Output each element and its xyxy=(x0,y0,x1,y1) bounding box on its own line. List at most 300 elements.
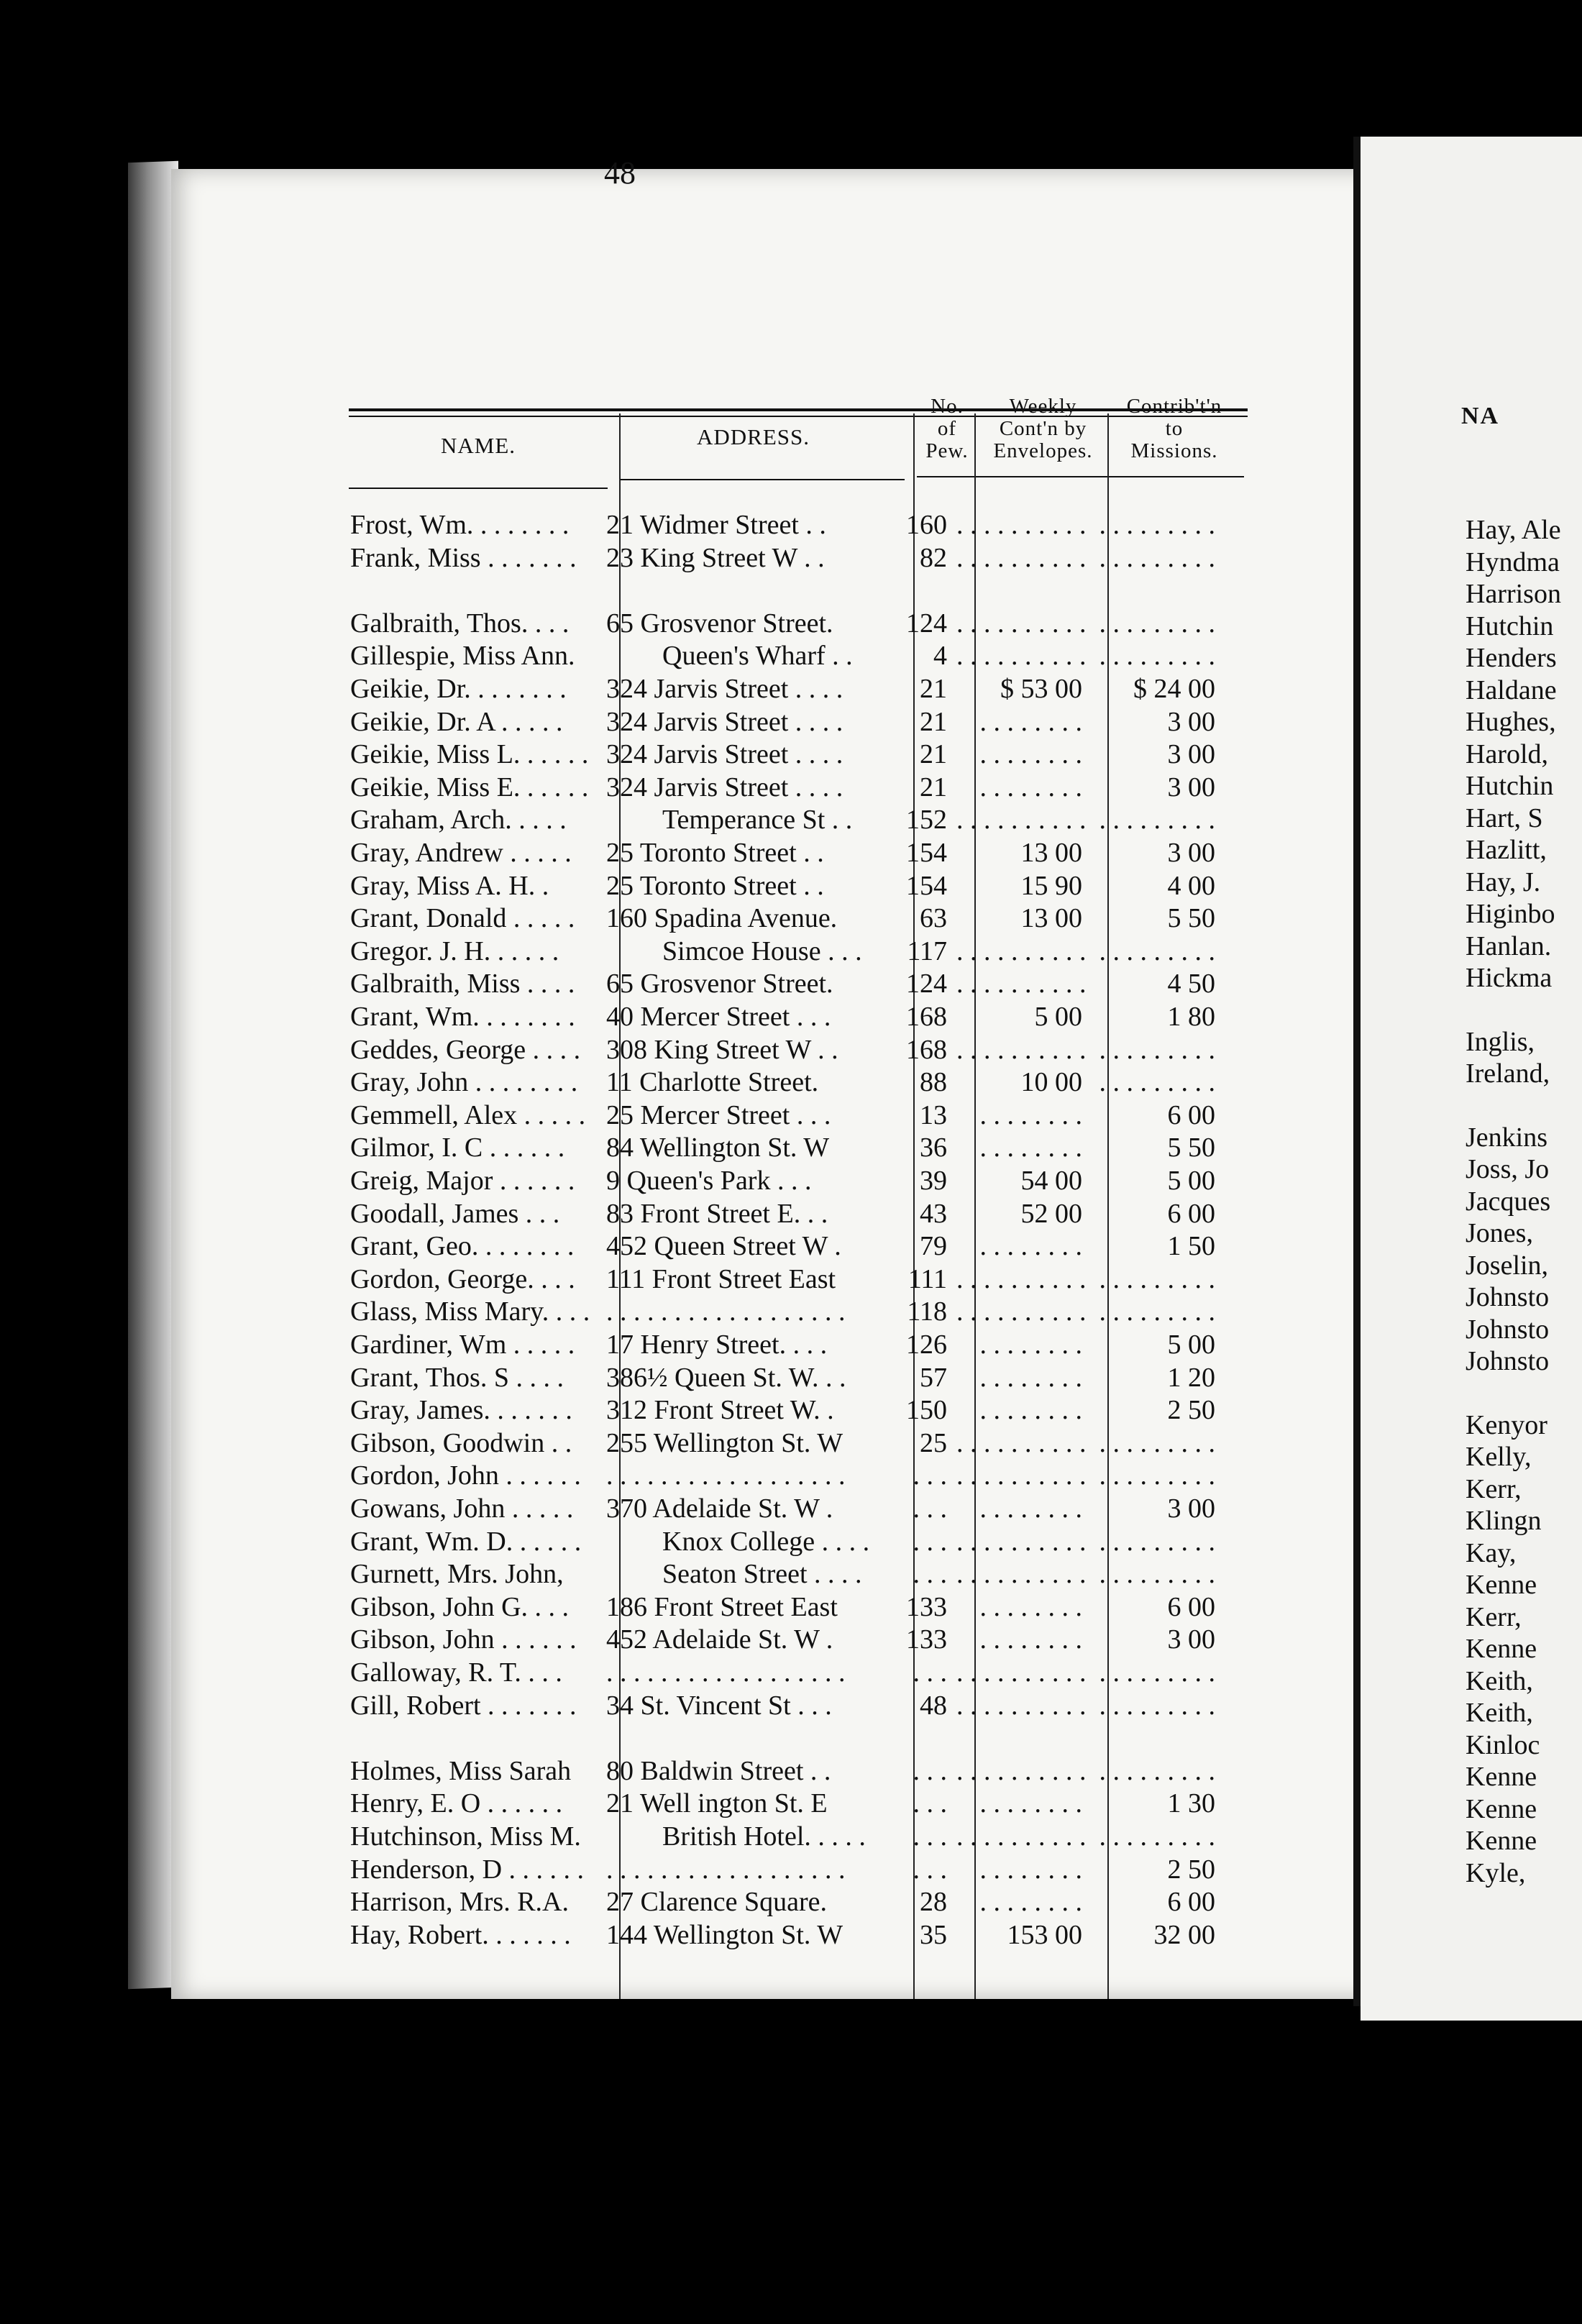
member-name: Harrison, Mrs. R.A. xyxy=(350,1887,569,1918)
member-name: Holmes, Miss Sarah xyxy=(350,1755,572,1786)
table-row xyxy=(349,1886,1255,1918)
member-address: 11 Charlotte Street. xyxy=(606,1067,819,1098)
pew-number: . . . xyxy=(913,1854,947,1885)
table-row xyxy=(349,738,1255,770)
right-page-name: Hanlan. xyxy=(1466,930,1552,961)
member-name: Geikie, Dr. A . . . . . xyxy=(350,706,563,737)
weekly-contribution: . . . . . . . . . . xyxy=(956,1657,1087,1688)
missions-contribution: 32 00 xyxy=(1153,1919,1215,1950)
member-name: Gibson, Goodwin . . xyxy=(350,1427,572,1458)
pew-number: 21 xyxy=(920,674,947,704)
pew-number: 124 xyxy=(906,608,947,639)
right-page xyxy=(1361,137,1582,2021)
missions-contribution: 3 00 xyxy=(1167,1493,1215,1524)
table-row xyxy=(349,509,1255,541)
member-name: Gardiner, Wm . . . . . xyxy=(350,1330,575,1360)
member-address: 386½ Queen St. W. . . xyxy=(606,1362,846,1393)
member-name: Gillespie, Miss Ann. xyxy=(350,641,575,672)
member-name: Goodall, James . . . xyxy=(350,1198,560,1229)
missions-contribution: . . . . . . . . . xyxy=(1099,1067,1215,1098)
table-row xyxy=(349,673,1255,705)
weekly-contribution: . . . . . . . . . . xyxy=(956,1296,1087,1327)
member-address: 17 Henry Street. . . . xyxy=(606,1330,828,1360)
member-name: Gurnett, Mrs. John, xyxy=(350,1559,564,1590)
member-address: Temperance St . . xyxy=(662,805,853,836)
table-row xyxy=(349,1427,1255,1459)
weekly-contribution: . . . . . . . . xyxy=(979,1231,1082,1262)
pew-number: 150 xyxy=(906,1395,947,1426)
weekly-contribution: . . . . . . . . xyxy=(979,1330,1082,1360)
member-name: Hutchinson, Miss M. xyxy=(350,1821,581,1852)
missions-contribution: 4 50 xyxy=(1167,969,1215,999)
member-address: 21 Widmer Street . . xyxy=(606,510,826,540)
missions-contribution: 3 00 xyxy=(1167,706,1215,737)
member-address: Simcoe House . . . xyxy=(662,935,862,966)
member-address: 324 Jarvis Street . . . . xyxy=(606,772,843,802)
member-name: Gemmell, Alex . . . . . xyxy=(350,1099,586,1130)
right-page-name: Kenne xyxy=(1466,1762,1537,1792)
weekly-contribution: . . . . . . . . . . xyxy=(956,542,1087,573)
member-address: 452 Adelaide St. W . xyxy=(606,1624,833,1655)
member-address: 23 King Street W . . xyxy=(606,542,825,573)
missions-contribution: . . . . . . . . . xyxy=(1099,935,1215,966)
member-address: 324 Jarvis Street . . . . xyxy=(606,674,843,704)
right-page-name: Kyle, xyxy=(1466,1857,1526,1888)
member-address: 84 Wellington St. W xyxy=(606,1133,830,1163)
pew-number: 168 xyxy=(906,1002,947,1032)
weekly-contribution: 153 00 xyxy=(1007,1919,1082,1950)
right-page-name: Hickma xyxy=(1466,963,1553,993)
page-number: 48 xyxy=(604,155,636,191)
right-page-name: Ireland, xyxy=(1466,1058,1550,1089)
missions-contribution: . . . . . . . . . xyxy=(1099,510,1215,540)
missions-contribution: . . . . . . . . . xyxy=(1099,608,1215,639)
missions-contribution: . . . . . . . . . xyxy=(1099,1755,1215,1786)
weekly-contribution: . . . . . . . . xyxy=(979,1133,1082,1163)
missions-contribution: . . . . . . . . . xyxy=(1099,1034,1215,1065)
table-row xyxy=(349,1690,1255,1721)
pew-number: . . . xyxy=(913,1821,947,1852)
pew-number: 39 xyxy=(920,1166,947,1196)
member-name: Greig, Major . . . . . . xyxy=(350,1166,575,1196)
member-name: Hay, Robert. . . . . . . xyxy=(350,1919,571,1950)
missions-contribution: . . . . . . . . . xyxy=(1099,1526,1215,1557)
right-page-name: Kenne xyxy=(1466,1634,1537,1664)
member-address: . . . . . . . . . . . . . . . . . . xyxy=(606,1460,846,1491)
weekly-contribution: . . . . . . . . . . xyxy=(956,1690,1087,1721)
member-name: Glass, Miss Mary. . . . xyxy=(350,1296,590,1327)
member-address: 25 Mercer Street . . . xyxy=(606,1099,831,1130)
right-page-name: Harold, xyxy=(1466,738,1549,769)
right-page-name: Jenkins xyxy=(1466,1122,1547,1153)
weekly-contribution: . . . . . . . . . . xyxy=(956,1460,1087,1491)
missions-contribution: . . . . . . . . . xyxy=(1099,805,1215,836)
pew-number: 43 xyxy=(920,1198,947,1229)
pew-number: 160 xyxy=(906,510,947,540)
weekly-contribution: . . . . . . . . xyxy=(979,1362,1082,1393)
missions-contribution: 1 30 xyxy=(1167,1788,1215,1819)
member-name: Geikie, Miss E. . . . . . xyxy=(350,772,589,802)
member-address: . . . . . . . . . . . . . . . . . . xyxy=(606,1296,846,1327)
missions-contribution: . . . . . . . . . xyxy=(1099,1296,1215,1327)
right-page-name: Klingn xyxy=(1466,1506,1542,1536)
member-name: Grant, Donald . . . . . xyxy=(350,903,575,934)
member-address: 160 Spadina Avenue. xyxy=(606,903,838,934)
member-name: Gill, Robert . . . . . . . xyxy=(350,1690,577,1721)
table-row xyxy=(349,1854,1255,1885)
table-row xyxy=(349,1230,1255,1262)
table-row xyxy=(349,804,1255,836)
right-page-name: Johnsto xyxy=(1466,1314,1550,1345)
right-page-name: Keith, xyxy=(1466,1665,1533,1696)
weekly-contribution: . . . . . . . . . . xyxy=(956,969,1087,999)
member-address: 80 Baldwin Street . . xyxy=(606,1755,831,1786)
member-address: 452 Queen Street W . xyxy=(606,1231,841,1262)
right-page-name: Hutchin xyxy=(1466,771,1554,801)
table-row xyxy=(349,1821,1255,1852)
pew-number: 21 xyxy=(920,706,947,737)
member-name: Gilmor, I. C . . . . . . xyxy=(350,1133,565,1163)
weekly-contribution: . . . . . . . . xyxy=(979,1854,1082,1885)
member-name: Grant, Thos. S . . . . xyxy=(350,1362,564,1393)
table-row xyxy=(349,1329,1255,1360)
pew-number: 21 xyxy=(920,739,947,770)
book-gutter xyxy=(1353,137,1361,2006)
pew-number: 168 xyxy=(906,1034,947,1065)
table-row xyxy=(349,1066,1255,1098)
table-row xyxy=(349,542,1255,574)
right-page-name: Henders xyxy=(1466,643,1557,673)
missions-contribution: 3 00 xyxy=(1167,739,1215,770)
missions-contribution: . . . . . . . . . xyxy=(1099,542,1215,573)
member-address: Knox College . . . . xyxy=(662,1526,870,1557)
pew-number: . . . xyxy=(913,1755,947,1786)
name-column-header: NAME. xyxy=(440,433,516,458)
pew-number: 63 xyxy=(920,903,947,934)
right-page-name: Kerr, xyxy=(1466,1473,1522,1504)
weekly-contribution: 52 00 xyxy=(1020,1198,1082,1229)
missions-contribution: 6 00 xyxy=(1167,1198,1215,1229)
missions-contribution: 5 00 xyxy=(1167,1166,1215,1196)
weekly-contribution: . . . . . . . . xyxy=(979,1099,1082,1130)
table-row xyxy=(349,1591,1255,1623)
table-row xyxy=(349,608,1255,639)
missions-contribution: . . . . . . . . . xyxy=(1099,1657,1215,1688)
member-address: 255 Wellington St. W xyxy=(606,1427,843,1458)
table-row xyxy=(349,1788,1255,1819)
missions-contribution: 5 50 xyxy=(1167,1133,1215,1163)
missions-column-header: Contrib't'n to Missions. xyxy=(1126,395,1222,462)
pew-number: 57 xyxy=(920,1362,947,1393)
pew-number: 118 xyxy=(907,1296,947,1327)
table-row xyxy=(349,1165,1255,1197)
weekly-contribution: . . . . . . . . xyxy=(979,1624,1082,1655)
weekly-contribution: . . . . . . . . . . xyxy=(956,1034,1087,1065)
table-row xyxy=(349,1099,1255,1131)
member-address: 111 Front Street East xyxy=(606,1263,836,1294)
member-name: Gregor. J. H. . . . . . xyxy=(350,935,559,966)
missions-contribution: 5 50 xyxy=(1167,903,1215,934)
missions-contribution: 3 00 xyxy=(1167,1624,1215,1655)
right-page-name: Joselin, xyxy=(1466,1250,1549,1281)
member-address: Queen's Wharf . . xyxy=(662,641,853,672)
weekly-contribution: . . . . . . . . xyxy=(979,1887,1082,1918)
pew-number: . . . xyxy=(913,1526,947,1557)
table-row xyxy=(349,837,1255,869)
weekly-contribution: . . . . . . . . xyxy=(979,706,1082,737)
pew-number: 133 xyxy=(906,1591,947,1622)
pew-number: 111 xyxy=(907,1263,947,1294)
pew-number: 133 xyxy=(906,1624,947,1655)
member-name: Gordon, George. . . . xyxy=(350,1263,575,1294)
right-page-name: Kerr, xyxy=(1466,1601,1522,1632)
pew-number: 28 xyxy=(920,1887,947,1918)
right-page-name: Kay, xyxy=(1466,1537,1517,1568)
member-address: 65 Grosvenor Street. xyxy=(606,969,833,999)
missions-contribution: $ 24 00 xyxy=(1133,674,1215,704)
pew-number: 154 xyxy=(906,838,947,868)
table-row xyxy=(349,1263,1255,1295)
table-row xyxy=(349,1034,1255,1066)
right-page-name: Jones, xyxy=(1466,1218,1533,1248)
right-page-name: Hyndma xyxy=(1466,546,1560,577)
right-page-name: Haldane xyxy=(1466,674,1557,705)
pew-number: 117 xyxy=(907,935,947,966)
right-page-name: Kenne xyxy=(1466,1570,1537,1600)
pew-number: 126 xyxy=(906,1330,947,1360)
member-address: British Hotel. . . . . xyxy=(662,1821,866,1852)
table-row xyxy=(349,1755,1255,1787)
weekly-contribution: . . . . . . . . . . xyxy=(956,1427,1087,1458)
right-page-name: Jacques xyxy=(1466,1186,1551,1217)
member-address: 144 Wellington St. W xyxy=(606,1919,843,1950)
pew-number: . . . xyxy=(913,1657,947,1688)
member-address: 186 Front Street East xyxy=(606,1591,838,1622)
weekly-contribution: . . . . . . . . xyxy=(979,1395,1082,1426)
member-address: 65 Grosvenor Street. xyxy=(606,608,833,639)
member-name: Geikie, Dr. . . . . . . . xyxy=(350,674,567,704)
missions-contribution: 3 00 xyxy=(1167,838,1215,868)
member-name: Frost, Wm. . . . . . . . xyxy=(350,510,570,540)
pew-number: 154 xyxy=(906,870,947,901)
table-row xyxy=(349,1394,1255,1426)
table-row xyxy=(349,1362,1255,1394)
address-column-header: ADDRESS. xyxy=(696,424,810,449)
missions-contribution: . . . . . . . . . xyxy=(1099,1690,1215,1721)
member-name: Gray, John . . . . . . . . xyxy=(350,1067,578,1098)
weekly-contribution: . . . . . . . . . . xyxy=(956,805,1087,836)
missions-contribution: . . . . . . . . . xyxy=(1099,1427,1215,1458)
weekly-contribution: . . . . . . . . xyxy=(979,739,1082,770)
pew-number: 152 xyxy=(906,805,947,836)
pew-number: 4 xyxy=(933,641,947,672)
right-page-name: Hay, J. xyxy=(1466,866,1541,897)
member-name: Frank, Miss . . . . . . . xyxy=(350,542,577,573)
table-row xyxy=(349,640,1255,672)
pew-number: . . . xyxy=(913,1460,947,1491)
pew-number: . . . xyxy=(913,1493,947,1524)
pew-number: . . . xyxy=(913,1788,947,1819)
pew-number: 21 xyxy=(920,772,947,802)
pew-number: 79 xyxy=(920,1231,947,1262)
right-page-name: Kenyor xyxy=(1466,1409,1547,1440)
table-row xyxy=(349,1296,1255,1327)
table-row xyxy=(349,1919,1255,1951)
table-row xyxy=(349,772,1255,803)
weekly-contribution: . . . . . . . . . . xyxy=(956,1263,1087,1294)
weekly-contribution: 13 00 xyxy=(1020,838,1082,868)
table-row xyxy=(349,1493,1255,1524)
weekly-contribution: . . . . . . . . xyxy=(979,1788,1082,1819)
member-name: Galbraith, Miss . . . . xyxy=(350,969,575,999)
missions-contribution: 3 00 xyxy=(1167,772,1215,802)
member-name: Graham, Arch. . . . . xyxy=(350,805,567,836)
table-row xyxy=(349,902,1255,934)
member-name: Geddes, George . . . . xyxy=(350,1034,581,1065)
weekly-contribution: . . . . . . . . xyxy=(979,772,1082,802)
right-page-name: Higinbo xyxy=(1466,899,1555,929)
weekly-contribution: 10 00 xyxy=(1020,1067,1082,1098)
right-page-header: NA xyxy=(1461,403,1500,429)
weekly-contribution: . . . . . . . . xyxy=(979,1591,1082,1622)
member-address: 27 Clarence Square. xyxy=(606,1887,828,1918)
pew-column-header: No. of Pew. xyxy=(925,395,969,462)
weekly-contribution: 5 00 xyxy=(1034,1002,1082,1032)
member-name: Gowans, John . . . . . xyxy=(350,1493,574,1524)
member-name: Gray, James. . . . . . . xyxy=(350,1395,572,1426)
member-address: 9 Queen's Park . . . xyxy=(606,1166,812,1196)
member-name: Gordon, John . . . . . . xyxy=(350,1460,581,1491)
missions-contribution: 5 00 xyxy=(1167,1330,1215,1360)
right-page-name: Hay, Ale xyxy=(1466,515,1561,545)
member-address: 21 Well ington St. E xyxy=(606,1788,828,1819)
missions-contribution: 6 00 xyxy=(1167,1887,1215,1918)
member-name: Gray, Miss A. H. . xyxy=(350,870,549,901)
pew-number: 13 xyxy=(920,1099,947,1130)
member-name: Grant, Wm. D. . . . . . xyxy=(350,1526,582,1557)
member-address: 312 Front Street W. . xyxy=(606,1395,834,1426)
member-name: Gibson, John . . . . . . xyxy=(350,1624,577,1655)
table-row xyxy=(349,1624,1255,1655)
pew-number: . . . xyxy=(913,1559,947,1590)
right-page-name: Harrison xyxy=(1466,579,1561,609)
weekly-column-header: Weekly Cont'n by Envelopes. xyxy=(993,395,1093,462)
member-address: 308 King Street W . . xyxy=(606,1034,838,1065)
member-name: Galloway, R. T. . . . xyxy=(350,1657,562,1688)
right-page-name: Johnsto xyxy=(1466,1282,1550,1312)
table-row xyxy=(349,1001,1255,1033)
member-name: Geikie, Miss L. . . . . . xyxy=(350,739,589,770)
missions-contribution: 1 80 xyxy=(1167,1002,1215,1032)
weekly-contribution: . . . . . . . . . . xyxy=(956,1526,1087,1557)
table-row xyxy=(349,1657,1255,1688)
member-name: Gibson, John G. . . . xyxy=(350,1591,570,1622)
member-address: Seaton Street . . . . xyxy=(662,1559,862,1590)
member-address: 324 Jarvis Street . . . . xyxy=(606,706,843,737)
missions-contribution: . . . . . . . . . xyxy=(1099,1263,1215,1294)
pew-number: 48 xyxy=(920,1690,947,1721)
right-page-name: Kinloc xyxy=(1466,1729,1540,1760)
member-name: Gray, Andrew . . . . . xyxy=(350,838,572,868)
right-page-name: Johnsto xyxy=(1466,1346,1550,1376)
register-rows xyxy=(349,388,1255,1985)
member-address: 83 Front Street E. . . xyxy=(606,1198,828,1229)
pew-number: 35 xyxy=(920,1919,947,1950)
missions-contribution: 2 50 xyxy=(1167,1395,1215,1426)
weekly-contribution: 15 90 xyxy=(1020,870,1082,901)
weekly-contribution: . . . . . . . . . . xyxy=(956,510,1087,540)
right-page-name: Keith, xyxy=(1466,1698,1533,1728)
table-row xyxy=(349,968,1255,999)
table-row xyxy=(349,706,1255,738)
right-page-name: Hughes, xyxy=(1466,707,1556,737)
right-page-name: Joss, Jo xyxy=(1466,1154,1550,1184)
missions-contribution: . . . . . . . . . xyxy=(1099,1559,1215,1590)
right-page-name: Inglis, xyxy=(1466,1026,1535,1057)
right-page-name: Hazlitt, xyxy=(1466,835,1547,865)
register-table xyxy=(349,388,1255,1985)
pew-number: 88 xyxy=(920,1067,947,1098)
member-address: . . . . . . . . . . . . . . . . . . xyxy=(606,1854,846,1885)
member-address: 324 Jarvis Street . . . . xyxy=(606,739,843,770)
weekly-contribution: . . . . . . . . . . xyxy=(956,608,1087,639)
weekly-contribution: . . . . . . . . . . xyxy=(956,641,1087,672)
table-row xyxy=(349,870,1255,902)
missions-contribution: 6 00 xyxy=(1167,1099,1215,1130)
weekly-contribution: . . . . . . . . . . xyxy=(956,1559,1087,1590)
pew-number: 25 xyxy=(920,1427,947,1458)
member-name: Henderson, D . . . . . . xyxy=(350,1854,585,1885)
missions-contribution: 6 00 xyxy=(1167,1591,1215,1622)
member-address: 40 Mercer Street . . . xyxy=(606,1002,831,1032)
table-row xyxy=(349,1460,1255,1491)
member-address: 25 Toronto Street . . xyxy=(606,870,824,901)
pew-number: 82 xyxy=(920,542,947,573)
pew-number: 36 xyxy=(920,1133,947,1163)
missions-contribution: . . . . . . . . . xyxy=(1099,1460,1215,1491)
missions-contribution: . . . . . . . . . xyxy=(1099,641,1215,672)
member-address: 370 Adelaide St. W . xyxy=(606,1493,833,1524)
weekly-contribution: . . . . . . . . . . xyxy=(956,935,1087,966)
table-row xyxy=(349,1526,1255,1557)
missions-contribution: 1 20 xyxy=(1167,1362,1215,1393)
member-name: Grant, Wm. . . . . . . . xyxy=(350,1002,575,1032)
right-page-name: Hutchin xyxy=(1466,610,1554,641)
right-page-name: Hart, S xyxy=(1466,802,1543,833)
table-row xyxy=(349,1198,1255,1230)
member-name: Grant, Geo. . . . . . . . xyxy=(350,1231,575,1262)
member-address: 34 St. Vincent St . . . xyxy=(606,1690,832,1721)
member-address: . . . . . . . . . . . . . . . . . . xyxy=(606,1657,846,1688)
member-name: Galbraith, Thos. . . . xyxy=(350,608,570,639)
member-address: 25 Toronto Street . . xyxy=(606,838,824,868)
weekly-contribution: 54 00 xyxy=(1020,1166,1082,1196)
missions-contribution: 2 50 xyxy=(1167,1854,1215,1885)
missions-contribution: . . . . . . . . . xyxy=(1099,1821,1215,1852)
table-row xyxy=(349,935,1255,967)
table-row xyxy=(349,1132,1255,1163)
weekly-contribution: . . . . . . . . . . xyxy=(956,1821,1087,1852)
right-page-name: Kenne xyxy=(1466,1793,1537,1824)
weekly-contribution: . . . . . . . . xyxy=(979,1493,1082,1524)
weekly-contribution: $ 53 00 xyxy=(1000,674,1082,704)
missions-contribution: 1 50 xyxy=(1167,1231,1215,1262)
table-row xyxy=(349,1558,1255,1590)
member-name: Henry, E. O . . . . . . xyxy=(350,1788,563,1819)
weekly-contribution: 13 00 xyxy=(1020,903,1082,934)
pew-number: 124 xyxy=(906,969,947,999)
missions-contribution: 4 00 xyxy=(1167,870,1215,901)
